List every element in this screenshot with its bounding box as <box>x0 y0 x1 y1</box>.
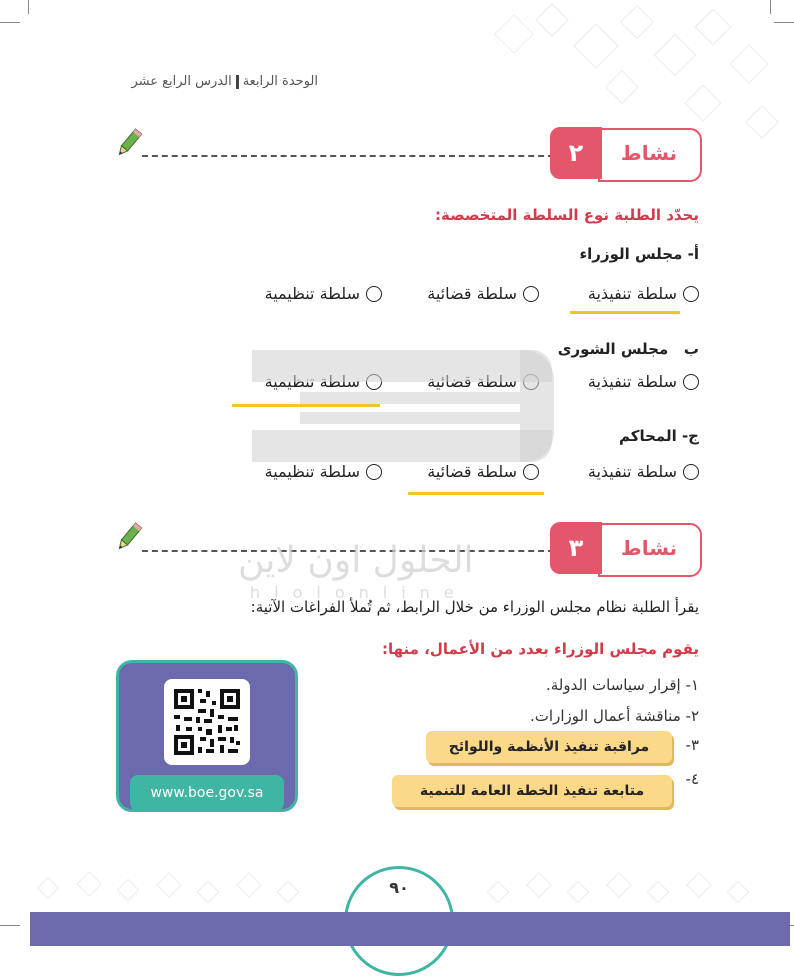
watermark-latin-text: hlolonline <box>250 583 468 602</box>
option-a-judicial[interactable]: سلطة قضائية <box>427 284 539 303</box>
watermark-shape <box>252 350 552 382</box>
list-item: ٢- مناقشة أعمال الوزارات. <box>530 707 699 725</box>
answer-field[interactable]: متابعة تنفيذ الخطة العامة للتنمية <box>392 775 672 807</box>
list-item-number: ٣- <box>685 736 699 754</box>
option-a-executive[interactable]: سلطة تنفيذية <box>588 284 699 303</box>
item-c-label: ج- المحاكم <box>618 427 699 445</box>
answer-underline <box>570 311 680 314</box>
radio-circle-icon <box>366 286 382 302</box>
crop-mark <box>774 22 794 23</box>
activity3-instruction: يقرأ الطلبة نظام مجلس الوزراء من خلال الرابط، ثم تُملأ الفراغات الآتية: <box>250 598 699 616</box>
answer-underline <box>408 492 544 495</box>
unit-title: الوحدة الرابعة <box>242 74 318 89</box>
radio-circle-icon <box>683 374 699 390</box>
pencil-icon <box>112 520 146 554</box>
url-link[interactable]: www.boe.gov.sa <box>130 775 284 811</box>
option-c-judicial[interactable]: سلطة قضائية <box>427 462 539 481</box>
page-number: ٩٠ <box>389 878 409 897</box>
activity2-number-badge: ٢ <box>550 127 602 179</box>
watermark-shape <box>520 350 554 462</box>
watermark-shape <box>300 412 520 424</box>
option-a-regulatory[interactable]: سلطة تنظيمية <box>265 284 382 303</box>
pencil-icon <box>112 126 146 160</box>
activity3-tab-label: نشاط <box>620 536 678 560</box>
list-item: ١- إقرار سياسات الدولة. <box>546 676 699 694</box>
option-c-executive[interactable]: سلطة تنفيذية <box>588 462 699 481</box>
crop-mark <box>28 0 29 14</box>
activity3-question: يقوم مجلس الوزراء بعدد من الأعمال، منها: <box>382 640 699 658</box>
watermark-shape <box>300 392 520 404</box>
item-a-label: أ- مجلس الوزراء <box>579 245 699 263</box>
list-item-number: ٤- <box>685 770 699 788</box>
activity3-number-badge: ٣ <box>550 522 602 574</box>
radio-circle-icon <box>366 464 382 480</box>
answer-underline <box>232 404 380 407</box>
lesson-title: الدرس الرابع عشر <box>131 74 232 89</box>
radio-circle-icon <box>683 286 699 302</box>
answer-field[interactable]: مراقبة تنفيذ الأنظمة واللوائح <box>426 731 672 763</box>
activity2-instruction: يحدّد الطلبة نوع السلطة المتخصصة: <box>435 206 699 224</box>
page-header <box>131 74 318 89</box>
watermark-shape <box>252 430 552 462</box>
radio-circle-icon <box>523 286 539 302</box>
qr-code[interactable] <box>164 679 250 765</box>
activity2-dashed-line <box>142 155 554 157</box>
option-b-executive[interactable]: سلطة تنفيذية <box>588 372 699 391</box>
crop-mark <box>770 0 771 14</box>
option-c-regulatory[interactable]: سلطة تنظيمية <box>265 462 382 481</box>
radio-circle-icon <box>523 464 539 480</box>
activity2-tab-label: نشاط <box>620 141 678 165</box>
footer-bar <box>30 912 790 946</box>
header-separator <box>236 75 239 89</box>
radio-circle-icon <box>683 464 699 480</box>
watermark-arabic-text: الحلول اون لاين <box>238 540 474 581</box>
crop-mark <box>0 22 20 23</box>
item-b-label: ب مجلس الشورى <box>557 340 699 358</box>
qr-code-icon <box>164 679 250 765</box>
crop-mark <box>0 925 20 926</box>
